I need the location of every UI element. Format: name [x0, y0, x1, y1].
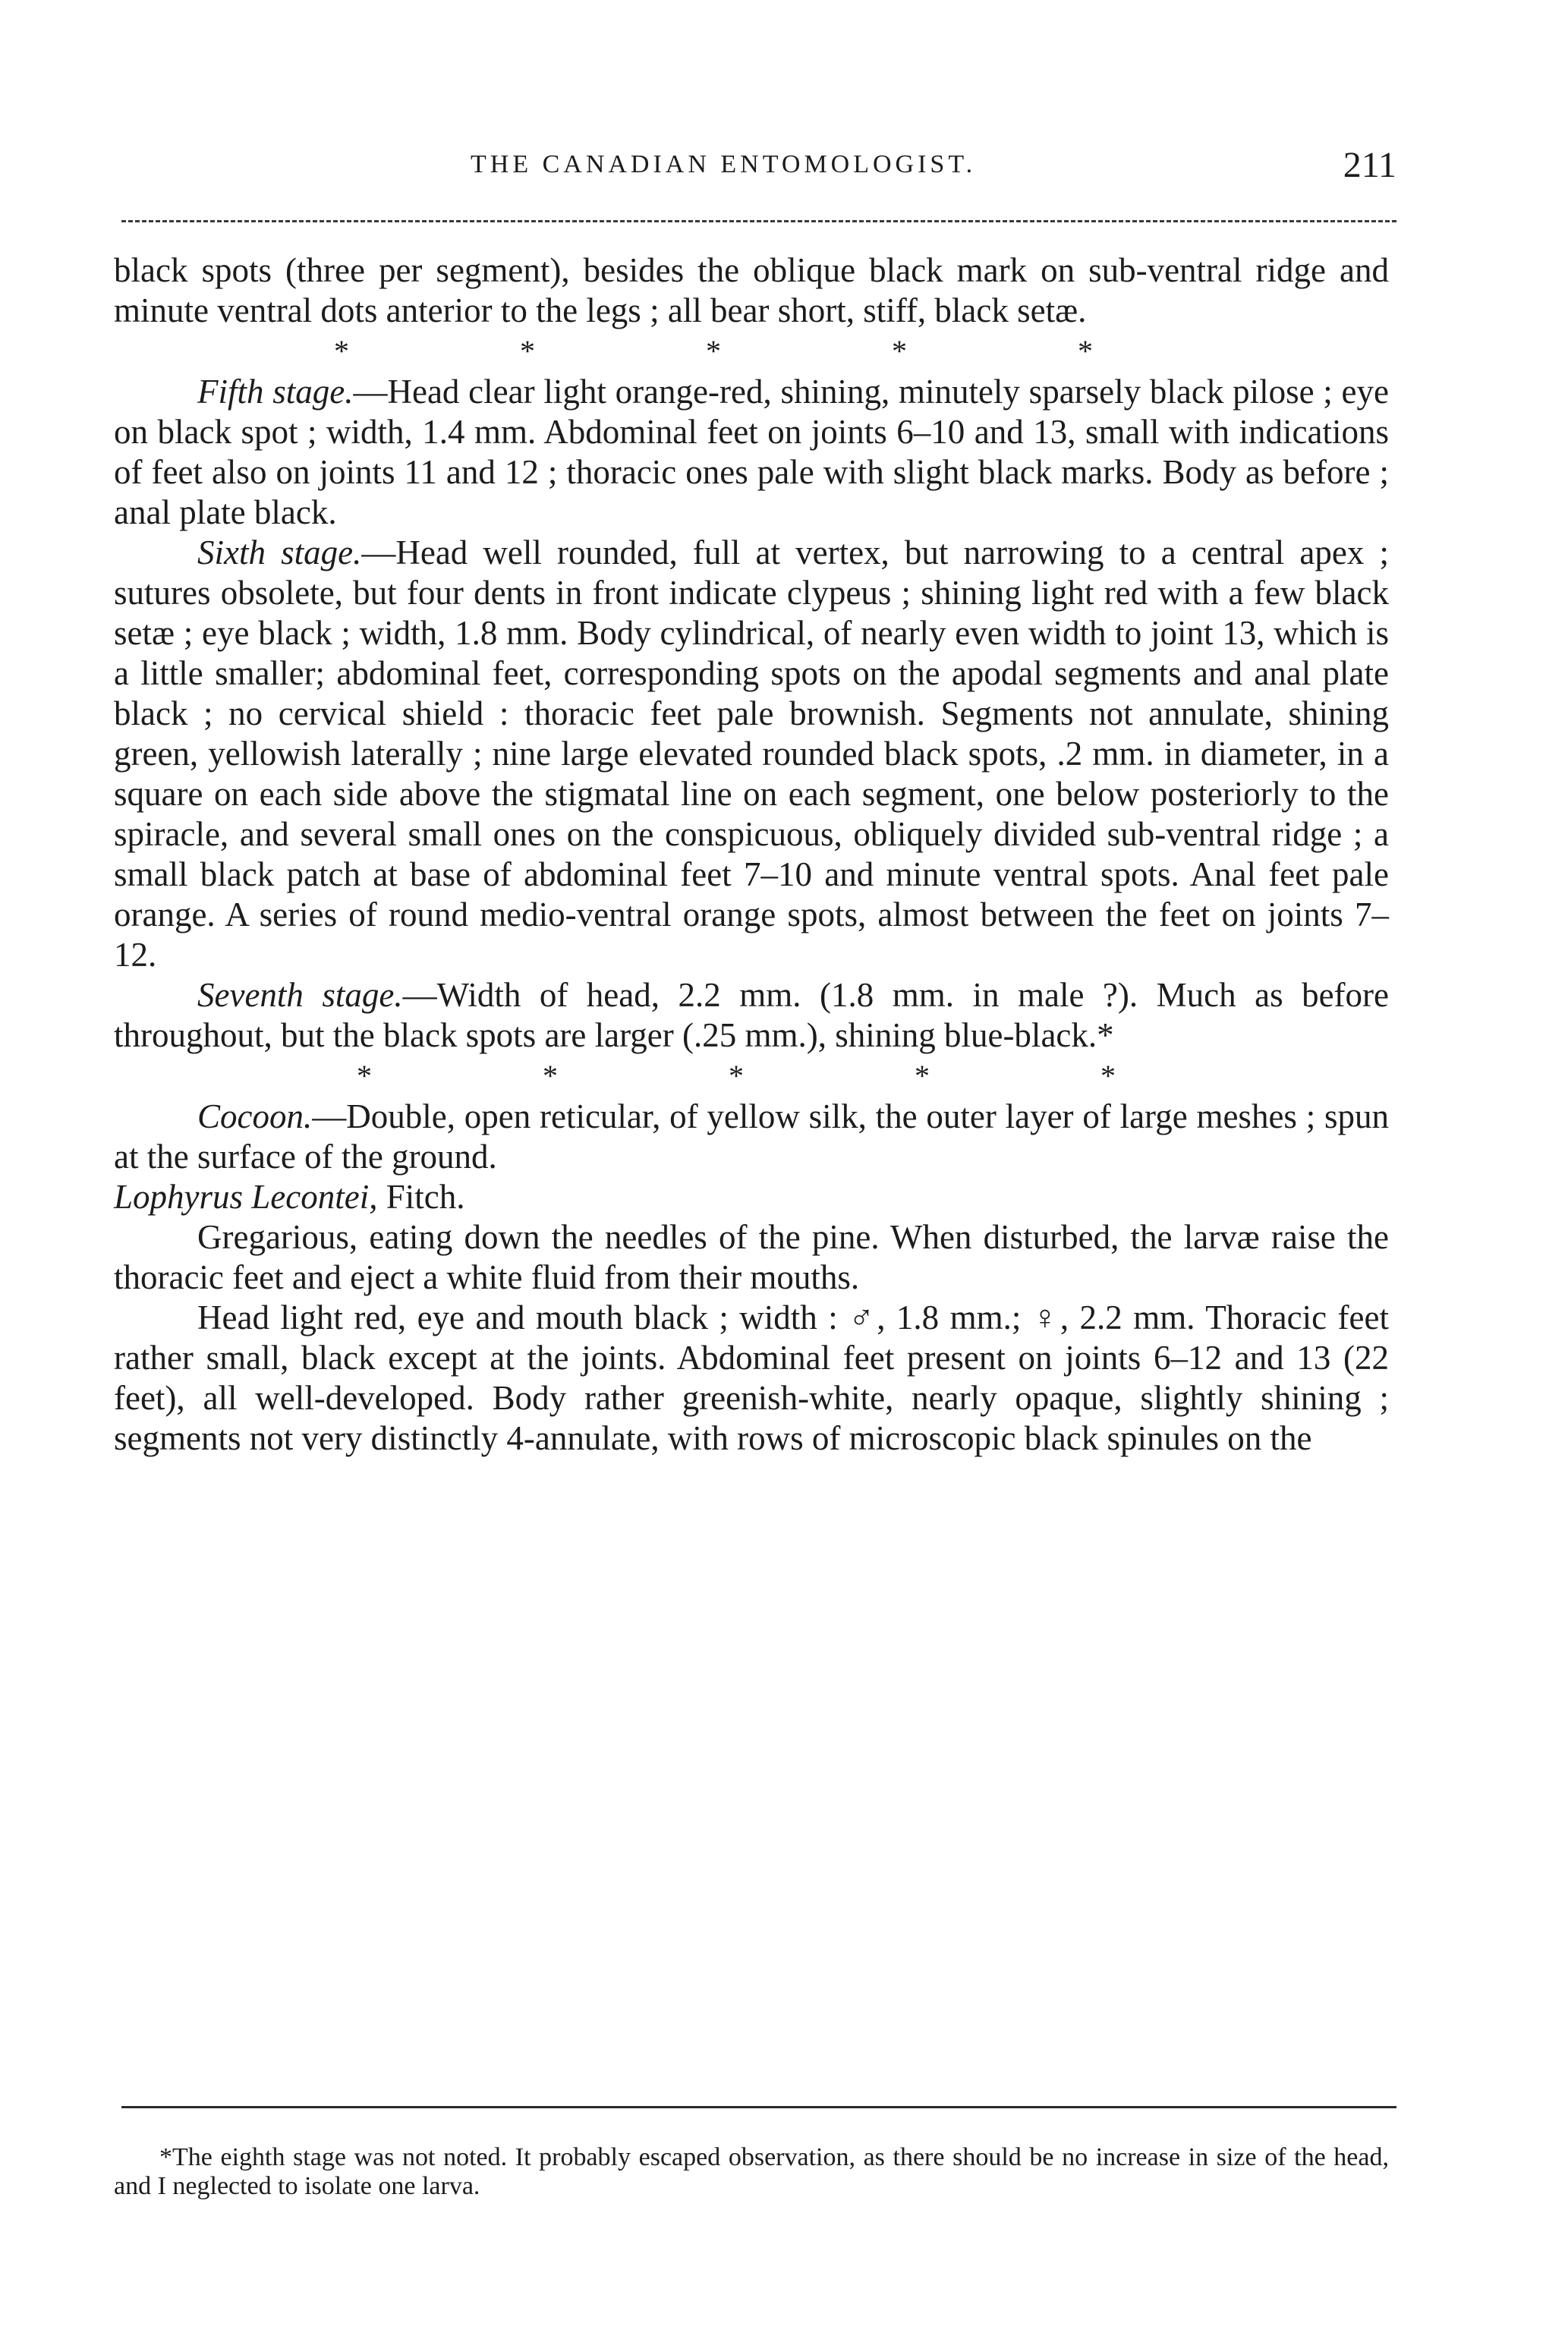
- species-name: Lophyrus Lecontei,: [114, 1178, 378, 1216]
- species-author: Fitch.: [377, 1178, 465, 1216]
- asterisk-divider: [357, 1059, 1116, 1094]
- asterisk-divider: [334, 334, 1093, 369]
- asterisk: *: [892, 334, 907, 368]
- seventh-stage-text: —Width of head, 2.2 mm. (1.8 mm. in male ?). Much as before throughout, but the black spots are larger (.25 mm.), shining blue-black.*: [114, 976, 1389, 1054]
- asterisk: *: [729, 1059, 744, 1093]
- paragraph-cocoon: [114, 1097, 1389, 1177]
- paragraph-gregarious: Gregarious, eating down the needles of the pine. When disturbed, the larvæ raise the thoracic feet and eject a white fluid from their mouths.: [114, 1218, 1389, 1296]
- paragraph-sixth-stage: [114, 533, 1389, 975]
- footnote: *The eighth stage was not noted. It probably escaped observation, as there should be no increase in size of the head, and I neglected to isolate one larva.: [114, 2143, 1389, 2200]
- page-number: 211: [1343, 145, 1396, 185]
- sixth-stage-text: —Head well rounded, full at vertex, but narrowing to a central apex ; sutures obsolete, but four dents in front indicate clypeus ; shining light red with a few black setæ ; eye black ; width, 1.8 mm. Body cylindrical, of nearly even width to joint 13, which is a little smaller; abdominal feet, corresponding spots on the apodal segments and anal plate black ; no cervical shield : thoracic feet pale brownish. Segments not annulate, shining green, yellowish laterally ; nine large elevated rounded black spots, .2 mm. in diameter, in a square on each side above the stigmatal line on each segment, one below posteriorly to the spiracle, and several small ones on the conspicuous, obliquely divided sub-ventral ridge ; a small black patch at base of abdominal feet 7–10 and minute ventral spots. Anal feet pale orange. A series of round medio-ventral orange spots, almost between the feet on joints 7–12.: [114, 534, 1390, 974]
- paragraph-head-description: Head light red, eye and mouth black ; width : ♂, 1.8 mm.; ♀, 2.2 mm. Thoracic feet rather small, black except at the joints. Abdominal feet present on joints 6–12 and 13 (22 feet), all well-developed. Body rather greenish-white, nearly opaque, slightly shining ; segments not very distinctly 4-annulate, with rows of microscopic black spinules on the: [114, 1299, 1389, 1457]
- paragraph-continuation: black spots (three per segment), besides the oblique black mark on sub-ventral ridge and minute ventral dots anterior to the legs ; all bear short, stiff, black setæ.: [114, 251, 1389, 329]
- asterisk: *: [357, 1059, 372, 1093]
- asterisk: *: [543, 1059, 558, 1093]
- fifth-stage-text: —Head clear light orange-red, shining, minutely sparsely black pilose ; eye on black spot ; width, 1.4 mm. Abdominal feet on joints 6–10 and 13, small with indications of feet also on joints 11 and 12 ; thoracic ones pale with slight black marks. Body as before ; anal plate black.: [114, 373, 1389, 531]
- paragraph-seventh-stage: [114, 975, 1389, 1056]
- running-head: [121, 144, 1396, 190]
- body-text: [114, 250, 1389, 1459]
- cocoon-heading: Cocoon.: [197, 1097, 313, 1135]
- asterisk: *: [706, 334, 721, 368]
- header-rule: [121, 220, 1396, 222]
- asterisk: *: [520, 334, 535, 368]
- species-heading: [114, 1177, 1389, 1217]
- fifth-stage-heading: Fifth stage.: [197, 373, 354, 411]
- footnote-rule: [121, 2106, 1396, 2108]
- sixth-stage-heading: Sixth stage.: [197, 534, 362, 571]
- running-title: THE CANADIAN ENTOMOLOGIST.: [471, 150, 977, 178]
- seventh-stage-heading: Seventh stage.: [197, 976, 403, 1014]
- asterisk: *: [1078, 334, 1093, 368]
- paragraph-fifth-stage: [114, 372, 1389, 533]
- cocoon-text: —Double, open reticular, of yellow silk, the outer layer of large meshes ; spun at the surface of the ground.: [114, 1097, 1389, 1176]
- asterisk: *: [915, 1059, 930, 1093]
- asterisk: *: [1100, 1059, 1116, 1093]
- asterisk: *: [334, 334, 349, 368]
